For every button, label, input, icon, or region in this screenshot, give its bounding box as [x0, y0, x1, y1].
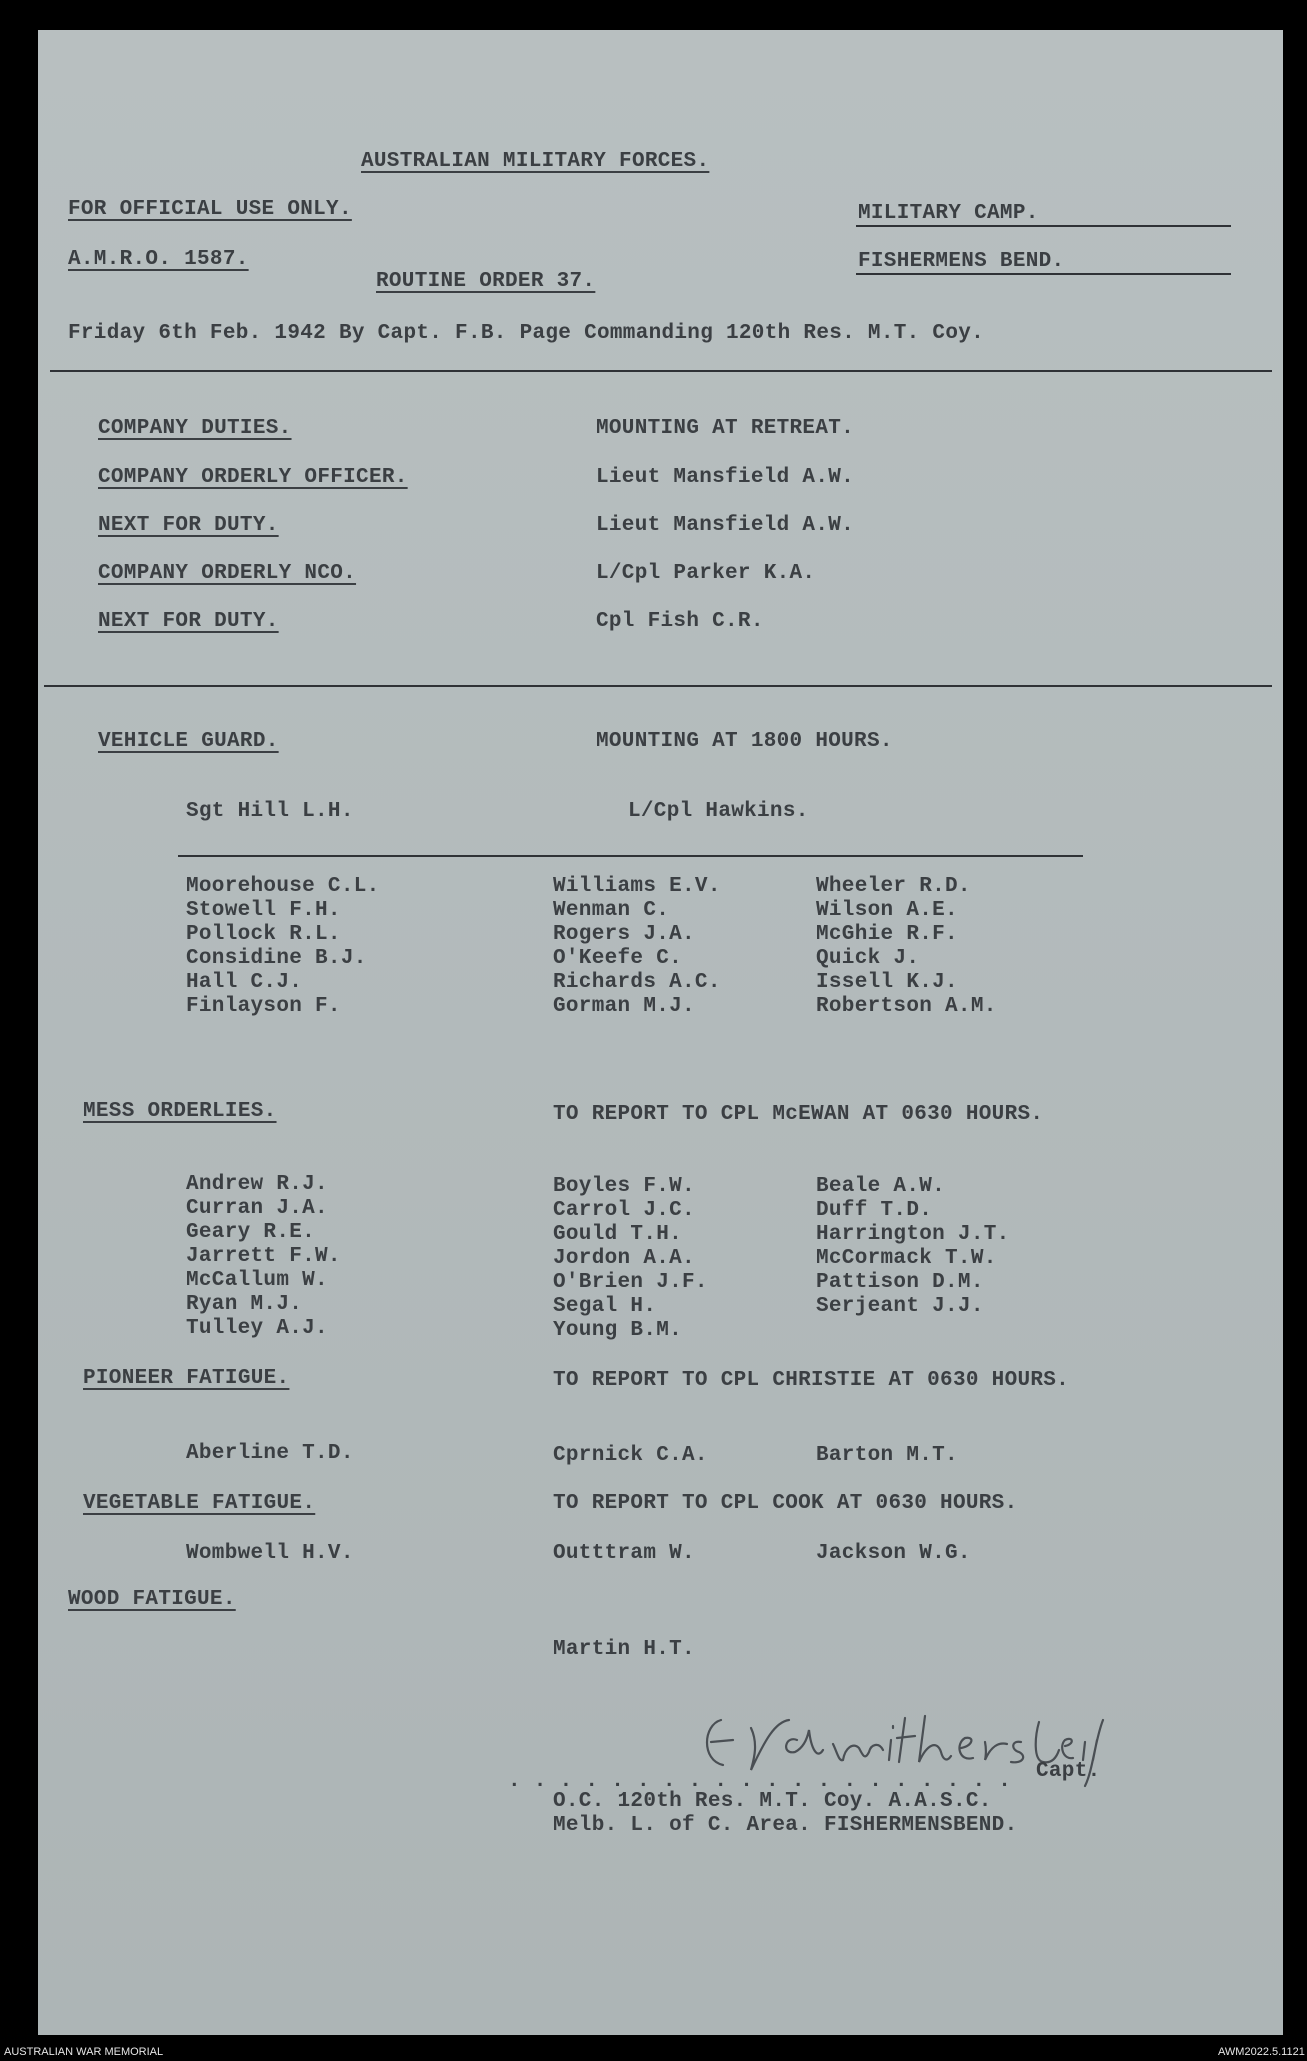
mess-name: Carrol J.C. [553, 1199, 695, 1222]
mess-name: Segal H. [553, 1295, 657, 1318]
vegetable-name: Wombwell H.V. [186, 1542, 354, 1565]
guard-corporal: L/Cpl Hawkins. [628, 800, 809, 823]
pioneer-fatigue-instruction: TO REPORT TO CPL CHRISTIE AT 0630 HOURS. [553, 1369, 1070, 1392]
footer-accession: AWM2022.5.1121 [1218, 2046, 1305, 2058]
signoff-line-1: O.C. 120th Res. M.T. Coy. A.A.S.C. [553, 1790, 992, 1813]
guard-name: O'Keefe C. [553, 947, 683, 970]
wood-fatigue-label: WOOD FATIGUE. [68, 1588, 236, 1611]
mess-name: Ryan M.J. [186, 1293, 303, 1316]
routine-order: ROUTINE ORDER 37. [376, 270, 596, 293]
pioneer-fatigue-label: PIONEER FATIGUE. [83, 1367, 290, 1390]
guard-name: Considine B.J. [186, 947, 367, 970]
guard-column-1 [186, 875, 380, 1019]
camp-underline [856, 225, 1231, 227]
document-page [38, 30, 1283, 2035]
vehicle-guard-instruction: MOUNTING AT 1800 HOURS. [596, 730, 893, 753]
duty-value: L/Cpl Parker K.A. [596, 562, 816, 585]
wood-name: Martin H.T. [553, 1638, 695, 1661]
mess-name: Jarrett F.W. [186, 1245, 341, 1268]
mess-name: Geary R.E. [186, 1221, 316, 1244]
mess-name: Gould T.H. [553, 1223, 683, 1246]
guard-name: Quick J. [816, 947, 920, 970]
dateline: Friday 6th Feb. 1942 By Capt. F.B. Page Commanding 120th Res. M.T. Coy. [68, 322, 985, 345]
guard-name: Wilson A.E. [816, 899, 958, 922]
pioneer-name: Aberline T.D. [186, 1442, 354, 1465]
guard-name: Finlayson F. [186, 995, 341, 1018]
guard-column-2 [553, 875, 721, 1019]
mess-name: Pattison D.M. [816, 1271, 984, 1294]
mess-column-3 [816, 1175, 1010, 1319]
document-title: AUSTRALIAN MILITARY FORCES. [361, 150, 710, 173]
duties-divider [44, 685, 1272, 687]
vehicle-guard-label: VEHICLE GUARD. [98, 730, 279, 753]
guard-name: Richards A.C. [553, 971, 721, 994]
mess-name: Harrington J.T. [816, 1223, 1010, 1246]
guard-name: McGhie R.F. [816, 923, 958, 946]
guard-name: Pollock R.L. [186, 923, 341, 946]
mess-column-1 [186, 1173, 341, 1341]
mess-name: Curran J.A. [186, 1197, 328, 1220]
mess-name: Duff T.D. [816, 1199, 933, 1222]
guard-name: Stowell F.H. [186, 899, 341, 922]
duty-value: Cpl Fish C.R. [596, 610, 764, 633]
vegetable-fatigue-instruction: TO REPORT TO CPL COOK AT 0630 HOURS. [553, 1492, 1018, 1515]
mess-orderlies-instruction: TO REPORT TO CPL McEWAN AT 0630 HOURS. [553, 1103, 1044, 1126]
guard-name: Hall C.J. [186, 971, 303, 994]
vegetable-name: Jackson W.G. [816, 1542, 971, 1565]
location-underline [856, 273, 1231, 275]
official-use-label: FOR OFFICIAL USE ONLY. [68, 198, 352, 221]
guard-name: Robertson A.M. [816, 995, 997, 1018]
mess-orderlies-label: MESS ORDERLIES. [83, 1100, 277, 1123]
guard-name: Wheeler R.D. [816, 875, 971, 898]
duty-label: COMPANY ORDERLY NCO. [98, 562, 357, 585]
duty-value: MOUNTING AT RETREAT. [596, 417, 855, 440]
location-label: FISHERMENS BEND. [858, 250, 1065, 273]
duty-value: Lieut Mansfield A.W. [596, 466, 855, 489]
signoff-rank: Capt. [1036, 1760, 1101, 1783]
mess-name: Jordon A.A. [553, 1247, 695, 1270]
guard-name: Moorehouse C.L. [186, 875, 380, 898]
guard-name: Rogers J.A. [553, 923, 695, 946]
pioneer-name: Barton M.T. [816, 1444, 958, 1467]
signature-text: E.V. Smithers Lieut [693, 1700, 705, 1701]
guard-sergeant: Sgt Hill L.H. [186, 800, 354, 823]
signoff-line-2: Melb. L. of C. Area. FISHERMENSBEND. [553, 1814, 1018, 1837]
footer-credit: AUSTRALIAN WAR MEMORIAL [4, 2046, 164, 2058]
mess-name: Tulley A.J. [186, 1317, 328, 1340]
mess-column-2 [553, 1175, 708, 1343]
duty-value: Lieut Mansfield A.W. [596, 514, 855, 537]
guard-name: Issell K.J. [816, 971, 958, 994]
vegetable-name: Outttram W. [553, 1542, 695, 1565]
guard-divider [178, 855, 1083, 857]
duty-label: COMPANY DUTIES. [98, 417, 292, 440]
mess-name: McCallum W. [186, 1269, 328, 1292]
military-camp-label: MILITARY CAMP. [858, 202, 1039, 225]
amro-number: A.M.R.O. 1587. [68, 248, 249, 271]
mess-name: Boyles F.W. [553, 1175, 695, 1198]
mess-name: O'Brien J.F. [553, 1271, 708, 1294]
vegetable-fatigue-label: VEGETABLE FATIGUE. [83, 1492, 316, 1515]
duty-label: COMPANY ORDERLY OFFICER. [98, 466, 408, 489]
guard-name: Williams E.V. [553, 875, 721, 898]
duty-label: NEXT FOR DUTY. [98, 610, 279, 633]
header-divider [50, 370, 1272, 372]
signature-dots: . . . . . . . . . . . . . . . . . . . . [508, 1770, 1012, 1793]
mess-name: Young B.M. [553, 1319, 683, 1342]
guard-name: Wenman C. [553, 899, 670, 922]
guard-column-3 [816, 875, 997, 1019]
mess-name: Andrew R.J. [186, 1173, 328, 1196]
guard-name: Gorman M.J. [553, 995, 695, 1018]
duty-label: NEXT FOR DUTY. [98, 514, 279, 537]
pioneer-name: Cprnick C.A. [553, 1444, 708, 1467]
mess-name: Serjeant J.J. [816, 1295, 984, 1318]
mess-name: McCormack T.W. [816, 1247, 997, 1270]
mess-name: Beale A.W. [816, 1175, 946, 1198]
